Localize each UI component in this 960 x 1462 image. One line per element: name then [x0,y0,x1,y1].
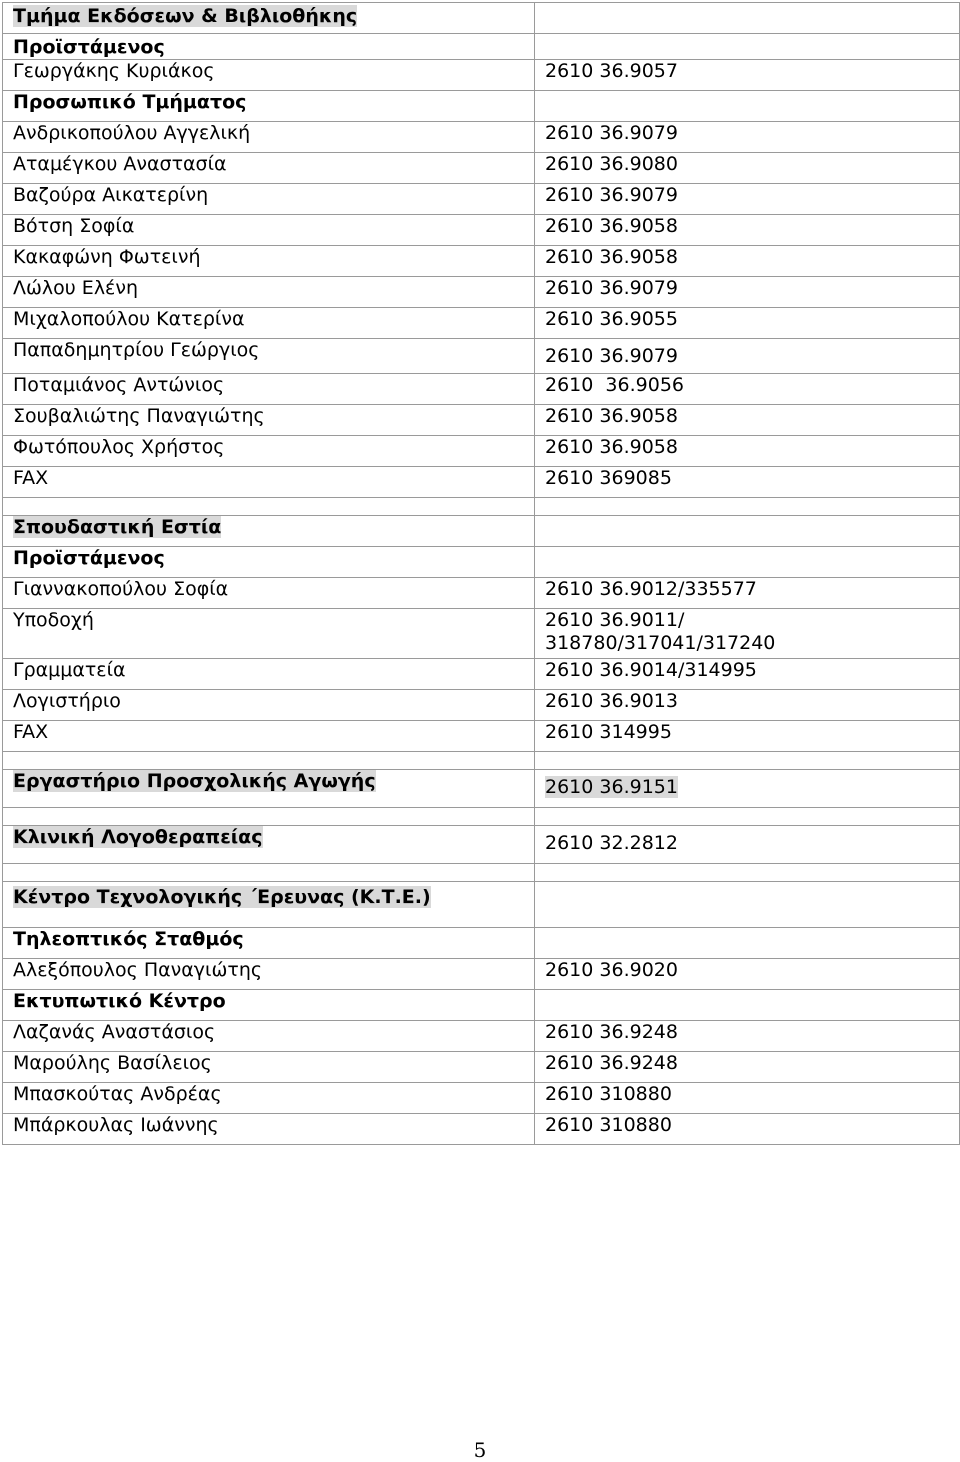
library-staff-label: Προσωπικό Τμήματος [3,91,535,122]
contact-phone: 2610 36.9248 [535,1052,960,1083]
table-row [3,277,960,308]
table-row [3,659,960,690]
contact-phone: 2610 36.9058 [535,246,960,277]
contact-name: Ανδρικοπούλου Αγγελική [3,122,535,153]
table-row [3,609,960,659]
table-row [3,436,960,467]
contact-name: Γιαννακοπούλου Σοφία [3,578,535,609]
contact-phone: 2610 36.9248 [535,1021,960,1052]
contact-phone: 2610 36.9013 [535,690,960,721]
section-title-student-hall: Σπουδαστική Εστία [13,516,222,538]
contact-phone: 2610 310880 [535,1114,960,1145]
table-row [3,308,960,339]
contact-phone: 2610 36.9058 [535,215,960,246]
table-row [3,690,960,721]
table-row [3,374,960,405]
contact-name: Υποδοχή [3,609,535,659]
section-title-preschool-lab: Εργαστήριο Προσχολικής Αγωγής [13,770,376,792]
contact-name: Μιχαλοπούλου Κατερίνα [3,308,535,339]
contact-name: Μπασκούτας Ανδρέας [3,1083,535,1114]
contact-name: Λαζανάς Αναστάσιος [3,1021,535,1052]
table-row [3,215,960,246]
table-row [3,1021,960,1052]
table-row [3,3,960,34]
contact-name: Λογιστήριο [3,690,535,721]
table-row [3,1052,960,1083]
contact-name: Σουβαλιώτης Παναγιώτης [3,405,535,436]
contact-phone: 2610 310880 [535,1083,960,1114]
contact-phone: 2610 36.9055 [535,308,960,339]
table-row [3,721,960,752]
table-row [3,467,960,498]
contact-phone: 2610 36.9151 [545,776,678,798]
table-row [3,959,960,990]
table-row [3,153,960,184]
table-row [3,184,960,215]
contact-phone: 2610 36.9012/335577 [535,578,960,609]
table-row [3,246,960,277]
contact-phone: 2610 36.9011/ [545,609,685,631]
contact-name: Μαρούλης Βασίλειος [3,1052,535,1083]
contact-name: Μπάρκουλας Ιωάννης [3,1114,535,1145]
table-row [3,1083,960,1114]
print-center-label: Εκτυπωτικό Κέντρο [3,990,535,1021]
section-title-library: Τμήμα Εκδόσεων & Βιβλιοθήκης [13,5,358,27]
table-row [3,547,960,578]
contact-phone-continued: 318780/317041/317240 [545,632,776,654]
table-row [3,91,960,122]
contact-phone: 2610 36.9079 [535,184,960,215]
fax-label: FAX [3,721,535,752]
contact-phone: 2610 32.2812 [535,826,960,864]
contact-name: Φωτόπουλος Χρήστος [3,436,535,467]
contact-name: Γεωργάκης Κυριάκος [3,60,535,91]
contact-name: Λώλου Ελένη [3,277,535,308]
section-title-tech-research: Κέντρο Τεχνολογικής ΄Ερευνας (Κ.Τ.Ε.) [13,886,431,908]
contact-name: Γραμματεία [3,659,535,690]
contact-name: Παπαδημητρίου Γεώργιος [3,339,535,374]
table-row [3,339,960,374]
section-title-speech-clinic: Κλινική Λογοθεραπείας [13,826,263,848]
table-row [3,578,960,609]
table-row [3,826,960,864]
table-row [3,990,960,1021]
student-hall-head-label: Προϊστάμενος [3,547,535,578]
contact-name: Κακαφώνη Φωτεινή [3,246,535,277]
contact-name: Αλεξόπουλος Παναγιώτης [3,959,535,990]
table-row [3,60,960,91]
contact-name: Αταμέγκου Αναστασία [3,153,535,184]
contact-phone: 2610 36.9014/314995 [535,659,960,690]
contact-phone: 2610 36.9079 [535,277,960,308]
contact-phone: 2610 36.9020 [535,959,960,990]
contact-name: Βαζούρα Αικατερίνη [3,184,535,215]
directory-table [2,2,960,1145]
contact-phone: 2610 36.9056 [535,374,960,405]
contact-phone: 2610 36.9058 [535,405,960,436]
table-row [3,928,960,959]
table-row [3,882,960,928]
contact-phone: 2610 36.9079 [535,339,960,374]
contact-name: Ποταμιάνος Αντώνιος [3,374,535,405]
contact-phone: 2610 36.9057 [535,60,960,91]
table-row [3,405,960,436]
contact-phone: 2610 36.9080 [535,153,960,184]
contact-name: Βότση Σοφία [3,215,535,246]
table-row [3,1114,960,1145]
contact-phone: 2610 36.9079 [535,122,960,153]
table-row [3,770,960,808]
fax-number: 2610 314995 [535,721,960,752]
fax-number: 2610 369085 [535,467,960,498]
table-row [3,516,960,547]
table-row [3,122,960,153]
contact-phone: 2610 36.9058 [535,436,960,467]
page-number: 5 [473,1438,487,1462]
fax-label: FAX [3,467,535,498]
library-head-label: Προϊστάμενος [3,34,535,60]
tv-station-label: Τηλεοπτικός Σταθμός [3,928,535,959]
